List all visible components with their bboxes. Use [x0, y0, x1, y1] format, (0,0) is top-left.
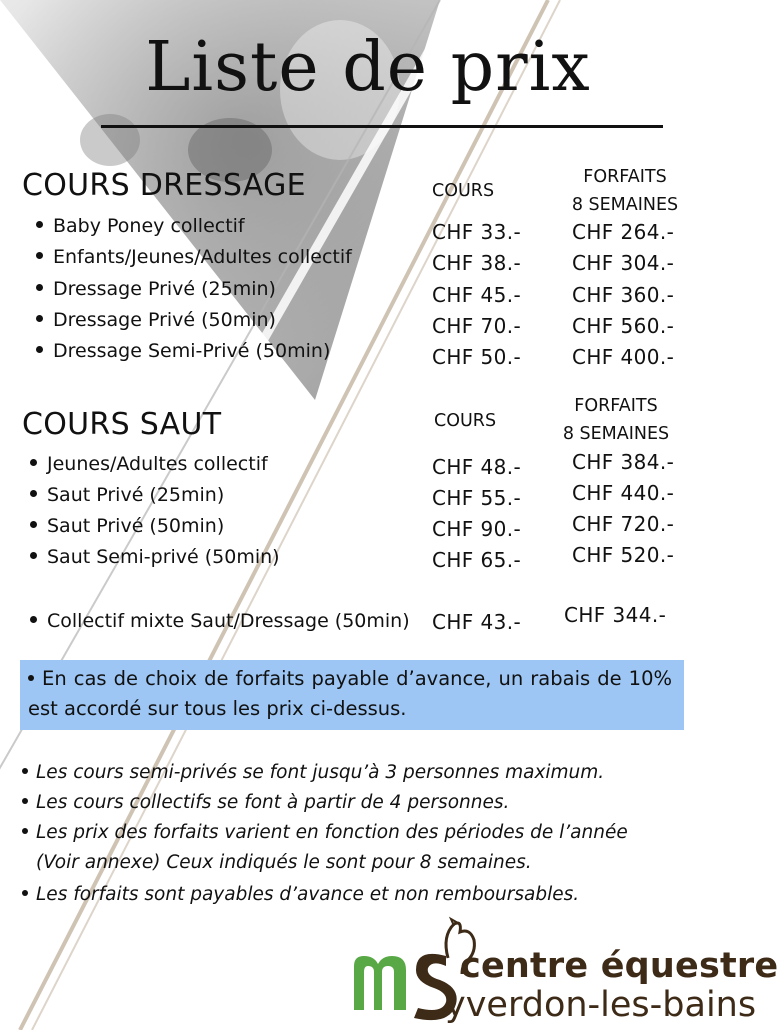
title-underline [101, 125, 663, 128]
note-text: Les forfaits sont payables d’avance et non remboursables. [36, 884, 580, 905]
bullet-icon [22, 768, 28, 774]
item-label: Saut Privé (50min) [47, 515, 225, 537]
discount-notice [28, 664, 672, 724]
price-cours: CHF 33.- [432, 220, 522, 244]
note-text: Les prix des forfaits varient en fonction des périodes de l’année [36, 822, 628, 843]
price-cours: CHF 90.- [432, 517, 522, 541]
col-header-forfaits-line1: FORFAITS [583, 167, 667, 187]
bullet-icon [28, 675, 34, 681]
item-label: Dressage Semi-Privé (50min) [53, 340, 331, 362]
item-label: Enfants/Jeunes/Adultes collectif [53, 246, 352, 268]
item-label: Saut Semi-privé (50min) [47, 546, 280, 568]
page-title: Liste de prix [145, 28, 591, 107]
bullet-icon [36, 346, 43, 353]
list-item [36, 340, 330, 362]
item-label: Collectif mixte Saut/Dressage (50min) [47, 610, 410, 632]
note-item-continued: (Voir annexe) Ceux indiqués le sont pour 8 semaines. [36, 852, 532, 873]
bullet-icon [36, 221, 43, 228]
price-cours: CHF 55.- [432, 486, 522, 510]
bullet-icon [30, 552, 37, 559]
price-cours: CHF 65.- [432, 548, 522, 572]
logo-line-1: centre équestre [460, 946, 778, 986]
bullet-icon [30, 490, 37, 497]
price-forfait: CHF 344.- [564, 603, 667, 627]
note-item [22, 758, 604, 788]
logo-m-letter [354, 956, 406, 1010]
bullet-icon [22, 890, 28, 896]
col-header-forfaits-line2: 8 SEMAINES [571, 195, 679, 215]
bullet-icon [22, 828, 28, 834]
price-cours: CHF 43.- [432, 610, 522, 634]
list-item [30, 484, 224, 506]
list-item [30, 546, 280, 568]
list-item [36, 278, 276, 300]
price-forfait: CHF 264.- [572, 220, 675, 244]
item-label: Baby Poney collectif [53, 215, 245, 237]
note-item [22, 818, 628, 848]
section-heading-dressage: COURS DRESSAGE [22, 168, 306, 203]
price-forfait: CHF 560.- [572, 314, 675, 338]
col-header-forfaits [552, 392, 680, 448]
col-header-forfaits [560, 163, 690, 219]
col-header-forfaits-line1: FORFAITS [574, 396, 658, 416]
item-label: Saut Privé (25min) [47, 484, 225, 506]
list-item [30, 453, 268, 475]
bullet-icon [36, 252, 43, 259]
bullet-icon [30, 616, 37, 623]
item-label: Dressage Privé (25min) [53, 278, 276, 300]
note-text: Les cours semi-privés se font jusqu’à 3 personnes maximum. [36, 762, 605, 783]
item-label: Dressage Privé (50min) [53, 309, 276, 331]
price-forfait: CHF 520.- [572, 543, 675, 567]
discount-notice-text: En cas de choix de forfaits payable d’avance, un rabais de 10% est accordé sur tous les prix ci-dessus. [28, 667, 672, 720]
price-forfait: CHF 400.- [572, 345, 675, 369]
bullet-icon [36, 315, 43, 322]
price-cours: CHF 70.- [432, 314, 522, 338]
price-forfait: CHF 304.- [572, 251, 675, 275]
bullet-icon [30, 521, 37, 528]
note-text: Les cours collectifs se font à partir de 4 personnes. [36, 792, 510, 813]
bullet-icon [22, 798, 28, 804]
list-item-mixte [30, 610, 410, 632]
col-header-cours: COURS [432, 181, 495, 201]
note-item [22, 880, 579, 910]
price-forfait: CHF 720.- [572, 512, 675, 536]
price-cours: CHF 48.- [432, 455, 522, 479]
logo-line-2: yverdon-les-bains [445, 985, 757, 1025]
list-item [36, 215, 245, 237]
price-forfait: CHF 360.- [572, 283, 675, 307]
bullet-icon [30, 459, 37, 466]
section-heading-saut: COURS SAUT [22, 407, 222, 442]
list-item [36, 246, 352, 268]
list-item [30, 515, 224, 537]
price-cours: CHF 45.- [432, 283, 522, 307]
price-forfait: CHF 440.- [572, 481, 675, 505]
price-cours: CHF 38.- [432, 251, 522, 275]
col-header-forfaits-line2: 8 SEMAINES [562, 424, 670, 444]
item-label: Jeunes/Adultes collectif [47, 453, 268, 475]
bullet-icon [36, 284, 43, 291]
col-header-cours: COURS [434, 411, 497, 431]
list-item [36, 309, 276, 331]
price-forfait: CHF 384.- [572, 450, 675, 474]
note-item [22, 788, 509, 818]
price-cours: CHF 50.- [432, 345, 522, 369]
